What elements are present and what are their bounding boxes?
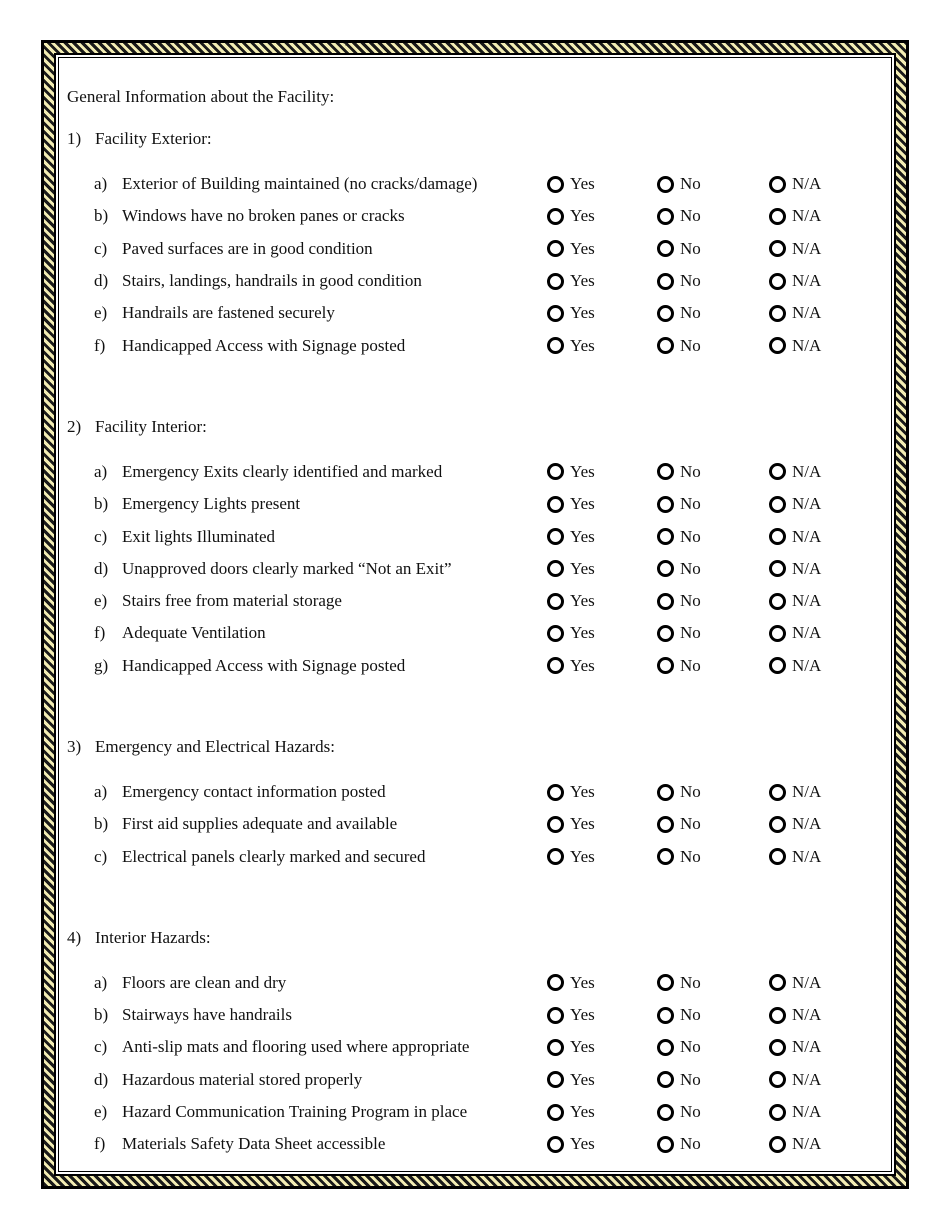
section-heading: [67, 412, 867, 442]
yes-label: Yes: [570, 591, 595, 611]
checklist-row: [67, 520, 867, 552]
yes-label: Yes: [570, 461, 595, 481]
yes-label: Yes: [570, 558, 595, 578]
section-spacer: [67, 362, 867, 400]
yes-label: Yes: [570, 1005, 595, 1025]
na-option[interactable]: [769, 617, 849, 649]
item-letter: a): [94, 782, 108, 801]
radio-circle-icon[interactable]: [657, 337, 674, 354]
no-label: No: [680, 461, 701, 481]
radio-circle-icon[interactable]: [657, 240, 674, 257]
na-option[interactable]: [769, 488, 849, 520]
radio-circle-icon[interactable]: [769, 560, 786, 577]
na-label: N/A: [792, 972, 822, 992]
na-label: N/A: [792, 271, 822, 291]
radio-circle-icon[interactable]: [769, 208, 786, 225]
item-question: Exterior of Building maintained (no cracks/damage): [122, 174, 478, 194]
na-option[interactable]: [769, 967, 849, 999]
checklist-form: [67, 82, 867, 1161]
na-option[interactable]: [769, 1031, 849, 1063]
no-label: No: [680, 335, 701, 355]
na-option[interactable]: [769, 456, 849, 488]
no-option[interactable]: [657, 456, 769, 488]
radio-circle-icon[interactable]: [547, 305, 564, 322]
checklist-row: [67, 200, 867, 232]
radio-circle-icon[interactable]: [657, 560, 674, 577]
item-question: Floors are clean and dry: [122, 972, 287, 992]
na-label: N/A: [792, 335, 822, 355]
yes-label: Yes: [570, 1037, 595, 1057]
no-option[interactable]: [657, 233, 769, 265]
na-option[interactable]: [769, 521, 849, 553]
item-letter: b): [94, 494, 109, 514]
radio-circle-icon[interactable]: [769, 974, 786, 991]
checklist-row: [67, 808, 867, 840]
radio-circle-icon[interactable]: [769, 496, 786, 513]
radio-circle-icon[interactable]: [547, 273, 564, 290]
yes-label: Yes: [570, 526, 595, 546]
item-letter: d): [94, 558, 109, 578]
item-letter: f): [94, 335, 106, 355]
section-items: [67, 967, 867, 1161]
yes-option[interactable]: [547, 585, 657, 617]
no-option[interactable]: [657, 521, 769, 553]
section-number: 3): [67, 736, 82, 756]
na-option[interactable]: [769, 1096, 849, 1128]
item-question: Hazardous material stored properly: [122, 1069, 363, 1089]
item-question: Stairs free from material storage: [122, 591, 342, 611]
checklist-row: [67, 617, 867, 649]
na-option[interactable]: [769, 200, 849, 232]
no-label: No: [680, 655, 701, 675]
section-number: 4): [67, 927, 82, 947]
yes-option[interactable]: [547, 488, 657, 520]
na-label: N/A: [792, 206, 822, 226]
yes-option[interactable]: [547, 233, 657, 265]
yes-option[interactable]: [547, 1064, 657, 1096]
radio-circle-icon[interactable]: [547, 593, 564, 610]
yes-label: Yes: [570, 846, 595, 866]
na-label: N/A: [792, 238, 822, 258]
radio-circle-icon[interactable]: [769, 337, 786, 354]
item-question: Hazard Communication Training Program in place: [122, 1102, 468, 1122]
radio-circle-icon[interactable]: [547, 176, 564, 193]
no-option[interactable]: [657, 617, 769, 649]
item-question: Emergency Lights present: [122, 494, 301, 514]
no-label: No: [680, 271, 701, 291]
no-label: No: [680, 623, 701, 643]
radio-circle-icon[interactable]: [657, 848, 674, 865]
na-label: N/A: [792, 494, 822, 514]
checklist-row: [67, 999, 867, 1031]
radio-circle-icon[interactable]: [657, 273, 674, 290]
radio-circle-icon[interactable]: [547, 816, 564, 833]
no-option[interactable]: [657, 841, 769, 873]
yes-label: Yes: [570, 494, 595, 514]
radio-circle-icon[interactable]: [547, 463, 564, 480]
na-label: N/A: [792, 623, 822, 643]
radio-circle-icon[interactable]: [769, 625, 786, 642]
form-intro: General Information about the Facility:: [67, 87, 335, 106]
yes-option[interactable]: [547, 1128, 657, 1160]
item-question: Handicapped Access with Signage posted: [122, 655, 406, 675]
no-option[interactable]: [657, 1096, 769, 1128]
radio-circle-icon[interactable]: [657, 625, 674, 642]
na-label: N/A: [792, 1134, 822, 1154]
yes-option[interactable]: [547, 999, 657, 1031]
item-letter: c): [94, 1037, 108, 1057]
checklist-row: [67, 168, 867, 200]
item-question: Paved surfaces are in good condition: [122, 238, 373, 258]
radio-circle-icon[interactable]: [657, 657, 674, 674]
na-label: N/A: [792, 655, 822, 675]
item-question: Materials Safety Data Sheet accessible: [122, 1134, 386, 1154]
item-letter: b): [94, 814, 109, 834]
radio-circle-icon[interactable]: [769, 816, 786, 833]
na-option[interactable]: [769, 1064, 849, 1096]
na-option[interactable]: [769, 233, 849, 265]
item-letter: e): [94, 1102, 108, 1122]
radio-circle-icon[interactable]: [547, 784, 564, 801]
no-label: No: [680, 1069, 701, 1089]
no-label: No: [680, 972, 701, 992]
item-letter: g): [94, 655, 109, 675]
checklist-row: [67, 553, 867, 585]
na-label: N/A: [792, 814, 822, 834]
radio-circle-icon[interactable]: [547, 1071, 564, 1088]
checklist-section: [67, 124, 867, 362]
radio-circle-icon[interactable]: [657, 1071, 674, 1088]
yes-option[interactable]: [547, 776, 657, 808]
radio-circle-icon[interactable]: [769, 1104, 786, 1121]
checklist-row: [67, 456, 867, 488]
checklist-section: [67, 412, 867, 682]
radio-circle-icon[interactable]: [769, 305, 786, 322]
checklist-section: [67, 923, 867, 1161]
checklist-row: [67, 1096, 867, 1128]
yes-label: Yes: [570, 303, 595, 323]
no-option[interactable]: [657, 1064, 769, 1096]
yes-label: Yes: [570, 655, 595, 675]
na-label: N/A: [792, 174, 822, 194]
section-number: 1): [67, 129, 82, 148]
no-option[interactable]: [657, 330, 769, 362]
no-label: No: [680, 846, 701, 866]
yes-label: Yes: [570, 271, 595, 291]
na-option[interactable]: [769, 265, 849, 297]
na-label: N/A: [792, 461, 822, 481]
yes-option[interactable]: [547, 650, 657, 682]
sections-container: [67, 124, 867, 1161]
radio-circle-icon[interactable]: [769, 848, 786, 865]
section-items: [67, 168, 867, 362]
na-label: N/A: [792, 591, 822, 611]
item-question: Adequate Ventilation: [122, 623, 266, 643]
item-letter: f): [94, 623, 106, 643]
radio-circle-icon[interactable]: [657, 1136, 674, 1153]
yes-option[interactable]: [547, 1096, 657, 1128]
item-question: Stairs, landings, handrails in good condition: [122, 271, 422, 291]
no-label: No: [680, 174, 701, 194]
item-letter: f): [94, 1134, 106, 1154]
no-option[interactable]: [657, 999, 769, 1031]
no-option[interactable]: [657, 1128, 769, 1160]
item-question: First aid supplies adequate and available: [122, 814, 398, 834]
no-label: No: [680, 591, 701, 611]
radio-circle-icon[interactable]: [547, 1039, 564, 1056]
na-label: N/A: [792, 303, 822, 323]
checklist-row: [67, 1128, 867, 1160]
radio-circle-icon[interactable]: [657, 974, 674, 991]
radio-circle-icon[interactable]: [547, 560, 564, 577]
checklist-row: [67, 967, 867, 999]
yes-label: Yes: [570, 782, 595, 801]
radio-circle-icon[interactable]: [547, 1136, 564, 1153]
radio-circle-icon[interactable]: [657, 176, 674, 193]
radio-circle-icon[interactable]: [769, 1136, 786, 1153]
checklist-row: [67, 585, 867, 617]
item-question: Anti-slip mats and flooring used where appropriate: [122, 1037, 470, 1057]
radio-circle-icon[interactable]: [547, 1007, 564, 1024]
radio-circle-icon[interactable]: [547, 208, 564, 225]
na-label: N/A: [792, 1069, 822, 1089]
radio-circle-icon[interactable]: [657, 1039, 674, 1056]
no-label: No: [680, 206, 701, 226]
yes-option[interactable]: [547, 553, 657, 585]
no-label: No: [680, 526, 701, 546]
no-label: No: [680, 782, 701, 801]
section-heading: [67, 124, 867, 154]
na-label: N/A: [792, 1005, 822, 1025]
yes-label: Yes: [570, 814, 595, 834]
item-question: Handicapped Access with Signage posted: [122, 335, 406, 355]
section-heading: [67, 732, 867, 762]
item-letter: a): [94, 972, 108, 992]
item-letter: e): [94, 591, 108, 611]
checklist-row: [67, 329, 867, 361]
item-question: Emergency contact information posted: [122, 782, 386, 801]
checklist-row: [67, 265, 867, 297]
radio-circle-icon[interactable]: [769, 176, 786, 193]
no-label: No: [680, 238, 701, 258]
na-option[interactable]: [769, 330, 849, 362]
item-question: Emergency Exits clearly identified and marked: [122, 461, 443, 481]
item-question: Windows have no broken panes or cracks: [122, 206, 405, 226]
yes-option[interactable]: [547, 168, 657, 200]
checklist-row: [67, 840, 867, 872]
item-letter: a): [94, 174, 108, 194]
yes-option[interactable]: [547, 808, 657, 840]
na-option[interactable]: [769, 650, 849, 682]
radio-circle-icon[interactable]: [769, 528, 786, 545]
yes-label: Yes: [570, 335, 595, 355]
item-letter: c): [94, 238, 108, 258]
radio-circle-icon[interactable]: [769, 273, 786, 290]
yes-option[interactable]: [547, 617, 657, 649]
radio-circle-icon[interactable]: [657, 784, 674, 801]
na-label: N/A: [792, 1037, 822, 1057]
no-label: No: [680, 1037, 701, 1057]
radio-circle-icon[interactable]: [547, 496, 564, 513]
na-option[interactable]: [769, 553, 849, 585]
yes-label: Yes: [570, 1069, 595, 1089]
item-question: Handrails are fastened securely: [122, 303, 335, 323]
radio-circle-icon[interactable]: [657, 1104, 674, 1121]
radio-circle-icon[interactable]: [769, 463, 786, 480]
no-option[interactable]: [657, 488, 769, 520]
section-heading: [67, 923, 867, 953]
no-label: No: [680, 1005, 701, 1025]
no-option[interactable]: [657, 265, 769, 297]
yes-label: Yes: [570, 1102, 595, 1122]
section-number: 2): [67, 416, 82, 436]
radio-circle-icon[interactable]: [657, 1007, 674, 1024]
section-items: [67, 776, 867, 873]
item-letter: b): [94, 1005, 109, 1025]
no-option[interactable]: [657, 967, 769, 999]
yes-option[interactable]: [547, 265, 657, 297]
no-label: No: [680, 494, 701, 514]
checklist-row: [67, 297, 867, 329]
yes-label: Yes: [570, 238, 595, 258]
item-letter: c): [94, 526, 108, 546]
no-option[interactable]: [657, 1031, 769, 1063]
section-title: Facility Exterior:: [95, 129, 212, 148]
radio-circle-icon[interactable]: [769, 1039, 786, 1056]
checklist-row: [67, 776, 867, 808]
section-title: Interior Hazards:: [95, 927, 211, 947]
na-option[interactable]: [769, 999, 849, 1031]
no-label: No: [680, 1102, 701, 1122]
na-option[interactable]: [769, 168, 849, 200]
yes-option[interactable]: [547, 330, 657, 362]
checklist-row: [67, 488, 867, 520]
no-option[interactable]: [657, 297, 769, 329]
radio-circle-icon[interactable]: [547, 240, 564, 257]
radio-circle-icon[interactable]: [657, 593, 674, 610]
radio-circle-icon[interactable]: [657, 463, 674, 480]
radio-circle-icon[interactable]: [769, 1071, 786, 1088]
item-letter: c): [94, 846, 108, 866]
no-label: No: [680, 303, 701, 323]
checklist-row: [67, 1064, 867, 1096]
radio-circle-icon[interactable]: [547, 657, 564, 674]
yes-option[interactable]: [547, 841, 657, 873]
no-label: No: [680, 1134, 701, 1154]
checklist-row: [67, 233, 867, 265]
no-option[interactable]: [657, 200, 769, 232]
yes-label: Yes: [570, 206, 595, 226]
item-letter: d): [94, 1069, 109, 1089]
checklist-section: [67, 732, 867, 873]
section-spacer: [67, 873, 867, 911]
radio-circle-icon[interactable]: [547, 974, 564, 991]
radio-circle-icon[interactable]: [657, 496, 674, 513]
na-option[interactable]: [769, 841, 849, 873]
radio-circle-icon[interactable]: [547, 528, 564, 545]
na-label: N/A: [792, 846, 822, 866]
yes-option[interactable]: [547, 1031, 657, 1063]
radio-circle-icon[interactable]: [769, 657, 786, 674]
yes-option[interactable]: [547, 456, 657, 488]
na-label: N/A: [792, 558, 822, 578]
no-option[interactable]: [657, 808, 769, 840]
radio-circle-icon[interactable]: [769, 784, 786, 801]
section-title: Emergency and Electrical Hazards:: [95, 736, 335, 756]
no-option[interactable]: [657, 168, 769, 200]
checklist-row: [67, 1031, 867, 1063]
item-question: Unapproved doors clearly marked “Not an Exit”: [122, 558, 452, 578]
yes-option[interactable]: [547, 297, 657, 329]
section-items: [67, 456, 867, 682]
yes-option[interactable]: [547, 967, 657, 999]
na-label: N/A: [792, 1102, 822, 1122]
yes-label: Yes: [570, 1134, 595, 1154]
radio-circle-icon[interactable]: [547, 1104, 564, 1121]
na-option[interactable]: [769, 585, 849, 617]
section-title: Facility Interior:: [95, 416, 207, 436]
na-label: N/A: [792, 526, 822, 546]
item-question: Stairways have handrails: [122, 1005, 292, 1025]
no-option[interactable]: [657, 585, 769, 617]
radio-circle-icon[interactable]: [769, 593, 786, 610]
radio-circle-icon[interactable]: [657, 208, 674, 225]
item-letter: d): [94, 271, 109, 291]
radio-circle-icon[interactable]: [547, 625, 564, 642]
na-option[interactable]: [769, 297, 849, 329]
radio-circle-icon[interactable]: [547, 337, 564, 354]
radio-circle-icon[interactable]: [547, 848, 564, 865]
yes-label: Yes: [570, 972, 595, 992]
no-option[interactable]: [657, 776, 769, 808]
item-letter: b): [94, 206, 109, 226]
item-question: Electrical panels clearly marked and secured: [122, 846, 426, 866]
radio-circle-icon[interactable]: [657, 816, 674, 833]
section-spacer: [67, 682, 867, 720]
no-label: No: [680, 814, 701, 834]
no-label: No: [680, 558, 701, 578]
radio-circle-icon[interactable]: [657, 305, 674, 322]
yes-option[interactable]: [547, 521, 657, 553]
na-option[interactable]: [769, 1128, 849, 1160]
radio-circle-icon[interactable]: [769, 240, 786, 257]
na-option[interactable]: [769, 776, 849, 808]
radio-circle-icon[interactable]: [657, 528, 674, 545]
yes-label: Yes: [570, 623, 595, 643]
no-option[interactable]: [657, 553, 769, 585]
yes-option[interactable]: [547, 200, 657, 232]
checklist-row: [67, 650, 867, 682]
item-letter: a): [94, 461, 108, 481]
radio-circle-icon[interactable]: [769, 1007, 786, 1024]
item-letter: e): [94, 303, 108, 323]
yes-label: Yes: [570, 174, 595, 194]
na-option[interactable]: [769, 808, 849, 840]
no-option[interactable]: [657, 650, 769, 682]
item-question: Exit lights Illuminated: [122, 526, 275, 546]
na-label: N/A: [792, 782, 822, 801]
